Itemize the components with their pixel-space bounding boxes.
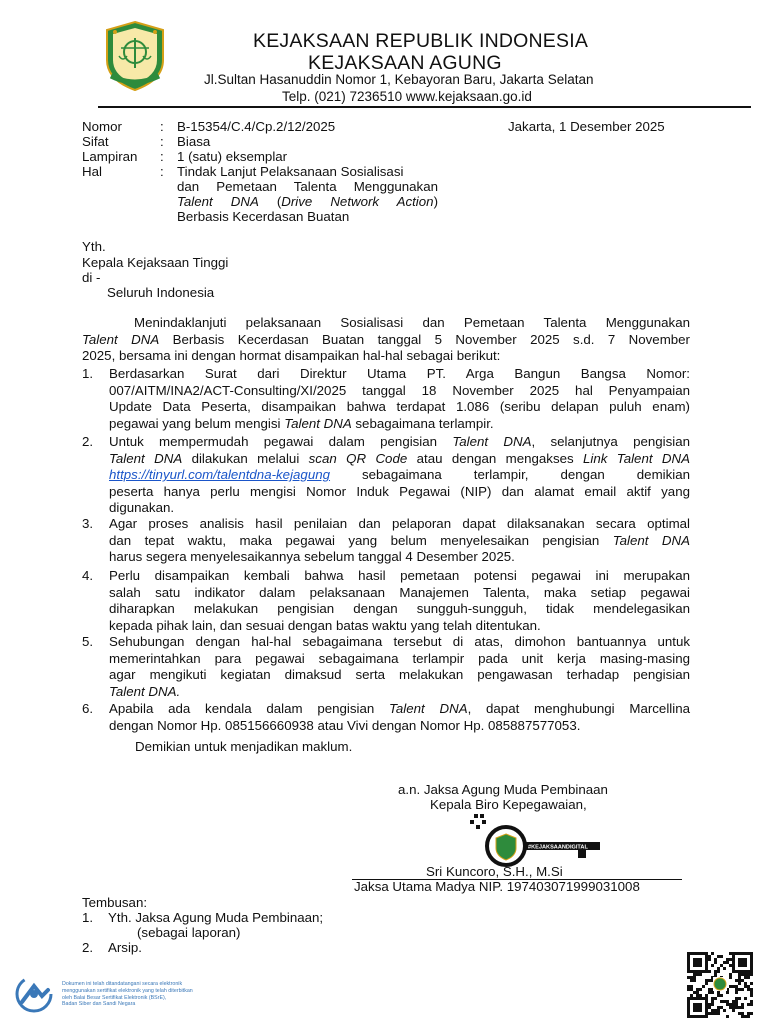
kejaksaan-logo xyxy=(101,20,169,92)
tembusan-1-text: Yth. Jaksa Agung Muda Pembinaan; xyxy=(108,910,324,925)
sifat-value: Biasa xyxy=(177,134,211,149)
signatory-rank: Jaksa Utama Madya NIP. 197403071999031008 xyxy=(354,879,640,894)
item5-text: Sehubungan dengan hal-hal sebagaimana tersebut di atas, dimohon bantuannya untuk memerintahkan para pegawai sebagaimana terlampir pada unit kerja masing-masing agar mengikuti kegiatan dimaksud serta melakukan pengawasan terhadap pengisian Talent DNA. xyxy=(109,634,690,699)
intro-paragraph: Menindaklanjuti pelaksanaan Sosialisasi dan Pemetaan Talenta Menggunakan Talent DNA Berbasis Kecerdasan Buatan tanggal 5 November 2025 s.d. 7 November 2025, bersama ini dengan hormat disampaikan hal-hal sebagai berikut: xyxy=(82,315,690,364)
hal-line2: dan Pemetaan Talenta Menggunakan xyxy=(177,179,438,194)
signatory-name: Sri Kuncoro, S.H., M.Si xyxy=(426,864,563,879)
item1-text: Berdasarkan Surat dari Direktur Utama PT. Arga Bangun Bangsa Nomor: 007/AITM/INA2/ACT-Consulting/XI/2025 tanggal 18 November 2025 hal Penyampaian Update Data Peserta, disampaikan bahwa terdapat 1.086 (seribu delapan puluh enam) pegawai yang belum mengisi Talent DNA sebagaimana terlampir. xyxy=(109,366,690,431)
tembusan-1-number: 1. xyxy=(82,910,94,925)
signature-an: a.n. Jaksa Agung Muda Pembinaan xyxy=(398,782,608,797)
item3-number: 3. xyxy=(82,516,94,531)
lampiran-label: Lampiran xyxy=(82,149,138,164)
tembusan-2-text: Arsip. xyxy=(108,940,142,955)
hal-line3: Talent DNA (Drive Network Action) xyxy=(177,194,438,209)
lampiran-colon: : xyxy=(160,149,164,164)
footer-note: Dokumen ini telah ditandatangani secara elektronik menggunakan sertifikat elektronik yang telah diterbitkan oleh Balai Besar Sertifikat Elektronik (BSrE), Badan Siber dan Sandi Negara xyxy=(62,981,193,1008)
qr-code[interactable] xyxy=(684,952,756,1018)
letter-date: Jakarta, 1 Desember 2025 xyxy=(508,119,665,134)
item3-text: Agar proses analisis hasil penilaian dan pelaporan dapat dilaksanakan secara optimal dan tepat waktu, maka pegawai yang belum menyelesaikan pengisian Talent DNA harus segera menyelesaikannya sebelum tanggal 4 Desember 2025. xyxy=(109,516,690,565)
bsre-logo xyxy=(12,972,56,1016)
header-line1: KEJAKSAAN REPUBLIK INDONESIA xyxy=(253,30,589,52)
closing-text: Demikian untuk menjadikan maklum. xyxy=(135,739,353,754)
sifat-colon: : xyxy=(160,134,164,149)
item6-text: Apabila ada kendala dalam pengisian Talent DNA, dapat menghubungi Marcellina dengan Nomor Hp. 085156660938 atau Vivi dengan Nomor Hp. 085887577053. xyxy=(109,701,690,733)
item2-text: Untuk mempermudah pegawai dalam pengisian Talent DNA, selanjutnya pengisian Talent DNA dilakukan melalui scan QR Code atau dengan mengakses Link Talent DNA https://tinyurl.com/talentdna-kejagung sebagaimana terlampir, dengan demikian peserta hanya perlu mengisi Nomor Induk Pegawai (NIP) dan alamat email aktif yang digunakan. xyxy=(109,434,691,516)
nomor-label: Nomor xyxy=(82,119,122,134)
talent-dna-link[interactable]: https://tinyurl.com/talentdna-kejagung xyxy=(109,467,331,483)
item4-number: 4. xyxy=(82,568,94,583)
nomor-value: B-15354/C.4/Cp.2/12/2025 xyxy=(177,119,336,134)
item5-number: 5. xyxy=(82,634,94,649)
tembusan-label: Tembusan: xyxy=(82,895,148,910)
item4-text: Perlu disampaikan kembali bahwa hasil pemetaan potensi pegawai ini merupakan salah satu indikator dalam pelaksanaan Manajemen Talenta, maka setiap pegawai diharapkan melakukan pengisian dengan sungguh-sungguh, tidak mendelegasikan kepada pihak lain, dan sesuai dengan batas waktu yang telah ditentukan. xyxy=(109,568,690,633)
item6-number: 6. xyxy=(82,701,94,716)
recipient-to: Kepala Kejaksaan Tinggi xyxy=(82,255,229,270)
hal-colon: : xyxy=(160,164,164,179)
lampiran-value: 1 (satu) eksemplar xyxy=(177,149,288,164)
tembusan-2-number: 2. xyxy=(82,940,94,955)
header-contact: Telp. (021) 7236510 www.kejaksaan.go.id xyxy=(282,89,532,104)
signature-title: Kepala Biro Kepegawaian, xyxy=(430,797,587,812)
recipient-di: di - xyxy=(82,270,101,285)
recipient-yth: Yth. xyxy=(82,239,106,254)
item1-number: 1. xyxy=(82,366,94,381)
digital-signature-stamp xyxy=(468,812,606,868)
sifat-label: Sifat xyxy=(82,134,109,149)
header-line2: KEJAKSAAN AGUNG xyxy=(308,52,502,74)
header-rule xyxy=(98,106,751,108)
recipient-place: Seluruh Indonesia xyxy=(107,285,215,300)
nomor-colon: : xyxy=(160,119,164,134)
tembusan-1-note: (sebagai laporan) xyxy=(137,925,241,940)
svg-text:#KEJAKSAANDIGITAL: #KEJAKSAANDIGITAL xyxy=(528,844,588,851)
item2-number: 2. xyxy=(82,434,94,449)
hal-line1: Tindak Lanjut Pelaksanaan Sosialisasi xyxy=(177,164,404,179)
header-address: Jl.Sultan Hasanuddin Nomor 1, Kebayoran Baru, Jakarta Selatan xyxy=(204,72,594,87)
hal-label: Hal xyxy=(82,164,102,179)
hal-line4: Berbasis Kecerdasan Buatan xyxy=(177,209,350,224)
